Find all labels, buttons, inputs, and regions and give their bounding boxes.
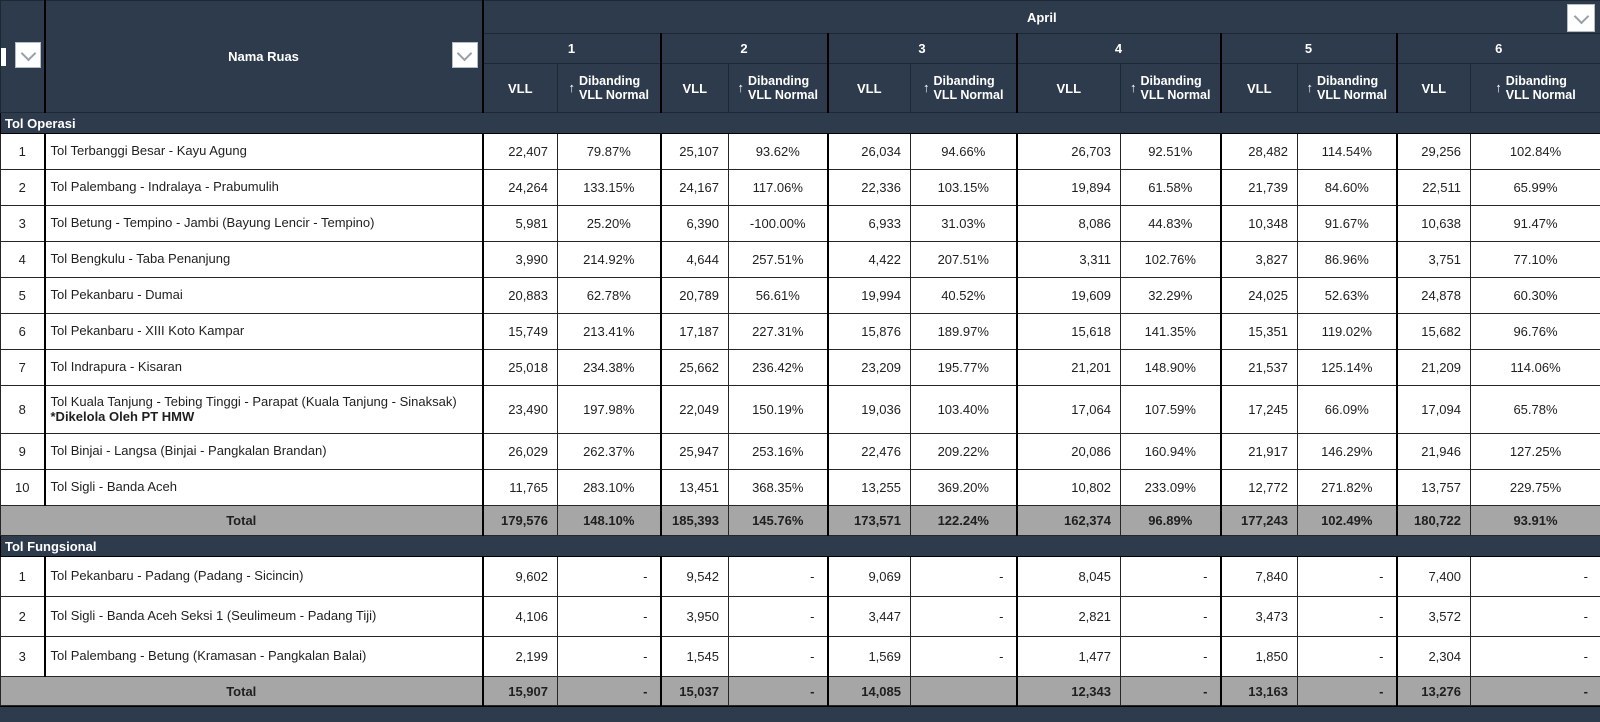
pct-cell[interactable]: -100.00% [729,206,828,242]
vll-cell[interactable]: 25,107 [661,134,729,170]
table-row [1,434,1600,470]
vll-cell[interactable]: 4,644 [661,242,729,278]
pct-cell[interactable]: 368.35% [729,470,828,506]
day-header-1[interactable]: 1 [483,34,661,64]
nama-ruas-header[interactable] [45,1,483,113]
vll-cell[interactable]: 9,602 [483,557,558,597]
chevron-down-icon [1573,8,1589,24]
vll-cell[interactable]: 23,209 [828,350,911,386]
vll-cell[interactable]: 17,187 [661,314,729,350]
pct-cell[interactable]: 102.76% [1121,242,1221,278]
vll-cell[interactable]: 1,545 [661,637,729,677]
vll-cell[interactable]: 3,827 [1221,242,1298,278]
vll-cell[interactable]: 24,167 [661,170,729,206]
pct-cell[interactable]: - [729,557,828,597]
total-pct-cell[interactable]: 148.10% [558,506,661,536]
vll-cell[interactable]: 21,201 [1017,350,1121,386]
dibanding-header[interactable]: ↑ Dibanding VLL Normal [1471,64,1600,113]
total-pct-cell[interactable]: - [1298,677,1397,706]
up-arrow-icon: ↑ [738,81,745,96]
pct-cell[interactable]: 44.83% [1121,206,1221,242]
total-pct-cell[interactable] [911,677,1017,706]
pct-cell[interactable]: 127.25% [1471,434,1600,470]
no-header-partial [1,48,6,66]
pct-cell[interactable]: 91.47% [1471,206,1600,242]
row-number-cell[interactable]: 8 [1,386,45,434]
vll-cell[interactable]: 21,537 [1221,350,1298,386]
row-number-cell[interactable]: 3 [1,206,45,242]
vll-cell[interactable]: 1,477 [1017,637,1121,677]
vll-cell[interactable]: 13,757 [1397,470,1471,506]
pct-cell[interactable]: 189.97% [911,314,1017,350]
vll-cell[interactable]: 2,821 [1017,597,1121,637]
total-vll-cell[interactable]: 177,243 [1221,506,1298,536]
vll-cell[interactable]: 3,447 [828,597,911,637]
pct-cell[interactable]: - [1298,637,1397,677]
pct-cell[interactable]: 86.96% [1298,242,1397,278]
table-row [1,314,1600,350]
vll-cell[interactable]: 26,034 [828,134,911,170]
pct-cell[interactable]: 257.51% [729,242,828,278]
ruas-name-cell[interactable]: Tol Palembang - Betung (Kramasan - Pangkalan Balai) [45,637,483,677]
pct-cell[interactable]: 52.63% [1298,278,1397,314]
table-row [1,597,1600,637]
vll-cell[interactable]: 22,336 [828,170,911,206]
vll-cell[interactable]: 13,255 [828,470,911,506]
total-row [1,677,1600,706]
ruas-name-cell[interactable]: Tol Binjai - Langsa (Binjai - Pangkalan Brandan) [45,434,483,470]
vll-cell[interactable]: 22,049 [661,386,729,434]
pct-cell[interactable]: 214.92% [558,242,661,278]
section-title[interactable]: Tol Operasi [1,113,1600,134]
vll-cell[interactable]: 3,572 [1397,597,1471,637]
total-vll-cell[interactable]: 15,037 [661,677,729,706]
vll-cell[interactable]: 3,950 [661,597,729,637]
pct-cell[interactable]: - [911,557,1017,597]
pct-cell[interactable]: 207.51% [911,242,1017,278]
pct-cell[interactable]: 60.30% [1471,278,1600,314]
vll-cell[interactable]: 12,772 [1221,470,1298,506]
vll-header[interactable]: VLL [483,64,558,113]
total-label-cell[interactable]: Total [1,677,483,706]
ruas-note: *Dikelola Oleh PT HMW [51,410,482,425]
chevron-down-icon [457,45,473,61]
header-row-month [1,1,1600,34]
total-pct-cell[interactable]: - [729,677,828,706]
vll-cell[interactable]: 20,789 [661,278,729,314]
pct-cell[interactable]: 102.84% [1471,134,1600,170]
vll-cell[interactable]: 29,256 [1397,134,1471,170]
total-pct-cell[interactable]: 102.49% [1298,506,1397,536]
row-number-cell[interactable]: 1 [1,134,45,170]
vll-cell[interactable]: 8,045 [1017,557,1121,597]
pct-cell[interactable]: 96.76% [1471,314,1600,350]
vll-header[interactable]: VLL [661,64,729,113]
vll-cell[interactable]: 28,482 [1221,134,1298,170]
row-number-cell[interactable]: 10 [1,470,45,506]
dibanding-header[interactable]: ↑ Dibanding VLL Normal [1298,64,1397,113]
vll-cell[interactable]: 25,662 [661,350,729,386]
row-number-cell[interactable]: 2 [1,597,45,637]
vll-cell[interactable]: 10,802 [1017,470,1121,506]
total-pct-cell[interactable]: - [1121,677,1221,706]
pct-cell[interactable]: 125.14% [1298,350,1397,386]
pct-cell[interactable]: 103.15% [911,170,1017,206]
total-pct-cell[interactable]: 145.76% [729,506,828,536]
pct-cell[interactable]: 117.06% [729,170,828,206]
table-row [1,386,1600,434]
month-header[interactable] [483,1,1600,34]
pct-cell[interactable]: 65.78% [1471,386,1600,434]
ruas-name-cell[interactable]: Tol Indrapura - Kisaran [45,350,483,386]
vll-cell[interactable]: 15,749 [483,314,558,350]
table-row [1,242,1600,278]
vll-cell[interactable]: 21,739 [1221,170,1298,206]
vll-cell[interactable]: 22,476 [828,434,911,470]
pct-cell[interactable]: 32.29% [1121,278,1221,314]
pct-cell[interactable]: 133.15% [558,170,661,206]
total-vll-cell[interactable]: 179,576 [483,506,558,536]
pct-cell[interactable]: 94.66% [911,134,1017,170]
ruas-name-cell[interactable]: Tol Pekanbaru - Padang (Padang - Sicincin) [45,557,483,597]
month-filter-dropdown-button[interactable] [1567,4,1595,32]
vll-cell[interactable]: 7,400 [1397,557,1471,597]
vll-header[interactable]: VLL [1221,64,1298,113]
vll-cell[interactable]: 17,094 [1397,386,1471,434]
vll-cell[interactable]: 19,036 [828,386,911,434]
dibanding-header[interactable]: ↑ Dibanding VLL Normal [558,64,661,113]
vll-cell[interactable]: 7,840 [1221,557,1298,597]
total-vll-cell[interactable]: 15,907 [483,677,558,706]
vll-cell[interactable]: 24,025 [1221,278,1298,314]
vll-cell[interactable]: 3,311 [1017,242,1121,278]
pct-cell[interactable]: 84.60% [1298,170,1397,206]
total-pct-cell[interactable]: - [1471,677,1600,706]
pct-cell[interactable]: 31.03% [911,206,1017,242]
pct-cell[interactable]: - [1298,557,1397,597]
pct-cell[interactable]: 91.67% [1298,206,1397,242]
vll-cell[interactable]: 4,422 [828,242,911,278]
ruas-name-cell[interactable]: Tol Sigli - Banda Aceh [45,470,483,506]
section-header-row [1,536,1600,557]
total-pct-cell[interactable]: 122.24% [911,506,1017,536]
pct-cell[interactable]: 160.94% [1121,434,1221,470]
vll-cell[interactable]: 21,209 [1397,350,1471,386]
no-filter-dropdown-button[interactable] [15,42,41,68]
table-row [1,557,1600,597]
vll-cell[interactable]: 21,917 [1221,434,1298,470]
vll-cell[interactable]: 24,264 [483,170,558,206]
vll-header[interactable]: VLL [828,64,911,113]
row-number-cell[interactable]: 3 [1,637,45,677]
row-number-cell[interactable]: 2 [1,170,45,206]
ruas-name-cell[interactable]: Tol Betung - Tempino - Jambi (Bayung Lencir - Tempino) [45,206,483,242]
pct-cell[interactable]: - [1121,637,1221,677]
vll-cell[interactable]: 24,878 [1397,278,1471,314]
up-arrow-icon: ↑ [923,81,930,96]
nama-ruas-label: Nama Ruas [228,49,299,64]
total-pct-cell[interactable]: - [558,677,661,706]
pct-cell[interactable]: 253.16% [729,434,828,470]
table-row [1,350,1600,386]
pct-cell[interactable]: 114.54% [1298,134,1397,170]
total-vll-cell[interactable]: 13,163 [1221,677,1298,706]
pct-cell[interactable]: - [558,637,661,677]
pct-cell[interactable]: 65.99% [1471,170,1600,206]
vll-cell[interactable]: 21,946 [1397,434,1471,470]
vll-cell[interactable]: 19,994 [828,278,911,314]
pct-cell[interactable]: 233.09% [1121,470,1221,506]
pct-cell[interactable]: 61.58% [1121,170,1221,206]
vll-cell[interactable]: 10,348 [1221,206,1298,242]
table-row [1,278,1600,314]
vll-cell[interactable]: 3,990 [483,242,558,278]
pct-cell[interactable]: 236.42% [729,350,828,386]
total-vll-cell[interactable]: 173,571 [828,506,911,536]
section-header-row [1,113,1600,134]
total-vll-cell[interactable]: 162,374 [1017,506,1121,536]
vll-cell[interactable]: 23,490 [483,386,558,434]
section-title[interactable]: Tol Fungsional [1,536,1600,557]
nama-ruas-filter-dropdown-button[interactable] [452,42,478,68]
vll-cell[interactable]: 26,703 [1017,134,1121,170]
total-pct-cell[interactable]: 93.91% [1471,506,1600,536]
vll-cell[interactable]: 20,883 [483,278,558,314]
vll-cell[interactable]: 15,351 [1221,314,1298,350]
pct-cell[interactable]: 62.78% [558,278,661,314]
total-vll-cell[interactable]: 14,085 [828,677,911,706]
vll-cell[interactable]: 1,569 [828,637,911,677]
vll-cell[interactable]: 26,029 [483,434,558,470]
pct-cell[interactable]: 114.06% [1471,350,1600,386]
vll-cell[interactable]: 15,876 [828,314,911,350]
vll-cell[interactable]: 10,638 [1397,206,1471,242]
ruas-name-cell[interactable]: Tol Bengkulu - Taba Penanjung [45,242,483,278]
month-label: April [1027,10,1057,25]
vll-cell[interactable]: 22,407 [483,134,558,170]
vll-cell[interactable]: 15,618 [1017,314,1121,350]
vll-cell[interactable]: 1,850 [1221,637,1298,677]
pct-cell[interactable]: 146.29% [1298,434,1397,470]
total-vll-cell[interactable]: 12,343 [1017,677,1121,706]
table-row [1,470,1600,506]
total-vll-cell[interactable]: 180,722 [1397,506,1471,536]
pct-cell[interactable]: - [729,597,828,637]
pct-cell[interactable]: 213.41% [558,314,661,350]
pct-cell[interactable]: 369.20% [911,470,1017,506]
vll-cell[interactable]: 17,245 [1221,386,1298,434]
pct-cell[interactable]: - [729,637,828,677]
pct-cell[interactable]: 209.22% [911,434,1017,470]
pct-cell[interactable]: - [1471,637,1600,677]
up-arrow-icon: ↑ [1130,81,1137,96]
vll-cell[interactable]: 9,542 [661,557,729,597]
day-header-6[interactable]: 6 [1397,34,1600,64]
pct-cell[interactable]: - [558,597,661,637]
vll-cell[interactable]: 20,086 [1017,434,1121,470]
pct-cell[interactable]: - [1471,557,1600,597]
pct-cell[interactable]: - [911,597,1017,637]
vll-header[interactable]: VLL [1397,64,1471,113]
table-row [1,206,1600,242]
row-number-cell[interactable]: 6 [1,314,45,350]
row-number-cell[interactable]: 4 [1,242,45,278]
pct-cell[interactable]: 40.52% [911,278,1017,314]
pct-cell[interactable]: 92.51% [1121,134,1221,170]
table-row [1,134,1600,170]
table-row [1,170,1600,206]
pct-cell[interactable]: 93.62% [729,134,828,170]
vll-cell[interactable]: 25,018 [483,350,558,386]
pct-cell[interactable]: 107.59% [1121,386,1221,434]
vll-cell[interactable]: 19,609 [1017,278,1121,314]
total-row [1,506,1600,536]
row-number-cell[interactable]: 5 [1,278,45,314]
vll-cell[interactable]: 25,947 [661,434,729,470]
pct-cell[interactable]: 234.38% [558,350,661,386]
ruas-name-cell[interactable]: Tol Pekanbaru - XIII Koto Kampar [45,314,483,350]
vll-cell[interactable]: 2,199 [483,637,558,677]
vll-cell[interactable]: 2,304 [1397,637,1471,677]
pct-cell[interactable]: 25.20% [558,206,661,242]
total-vll-cell[interactable]: 185,393 [661,506,729,536]
pct-cell[interactable]: 66.09% [1298,386,1397,434]
pct-cell[interactable]: 229.75% [1471,470,1600,506]
table-row [1,637,1600,677]
no-column-header[interactable] [1,1,45,113]
ruas-name-cell[interactable]: Tol Terbanggi Besar - Kayu Agung [45,134,483,170]
pct-cell[interactable]: - [1121,597,1221,637]
vll-cell[interactable]: 8,086 [1017,206,1121,242]
ruas-name-cell[interactable]: Tol Sigli - Banda Aceh Seksi 1 (Seulimeum - Padang Tiji) [45,597,483,637]
vll-cell[interactable]: 15,682 [1397,314,1471,350]
vll-cell[interactable]: 5,981 [483,206,558,242]
up-arrow-icon: ↑ [1495,81,1502,96]
total-label-cell[interactable]: Total [1,506,483,536]
vll-cell[interactable]: 22,511 [1397,170,1471,206]
dibanding-header[interactable]: ↑ Dibanding VLL Normal [729,64,828,113]
dibanding-header[interactable]: ↑ Dibanding VLL Normal [1121,64,1221,113]
pct-cell[interactable]: 119.02% [1298,314,1397,350]
day-header-2[interactable]: 2 [661,34,828,64]
pct-cell[interactable]: 195.77% [911,350,1017,386]
vll-cell[interactable]: 17,064 [1017,386,1121,434]
vll-header[interactable]: VLL [1017,64,1121,113]
vll-cell[interactable]: 6,390 [661,206,729,242]
pct-cell[interactable]: 227.31% [729,314,828,350]
ruas-name-cell[interactable]: Tol Pekanbaru - Dumai [45,278,483,314]
pct-cell[interactable]: - [1471,597,1600,637]
vll-cell[interactable]: 11,765 [483,470,558,506]
vll-cell[interactable]: 3,751 [1397,242,1471,278]
vll-cell[interactable]: 4,106 [483,597,558,637]
pct-cell[interactable]: 148.90% [1121,350,1221,386]
pct-cell[interactable]: - [1121,557,1221,597]
pct-cell[interactable]: 197.98% [558,386,661,434]
dibanding-header[interactable]: ↑ Dibanding VLL Normal [911,64,1017,113]
pct-cell[interactable]: 103.40% [911,386,1017,434]
total-vll-cell[interactable]: 13,276 [1397,677,1471,706]
day-header-3[interactable]: 3 [828,34,1017,64]
row-number-cell[interactable]: 7 [1,350,45,386]
pct-cell[interactable]: - [1298,597,1397,637]
vll-cell[interactable]: 9,069 [828,557,911,597]
pct-cell[interactable]: 150.19% [729,386,828,434]
pct-cell[interactable]: - [558,557,661,597]
day-header-5[interactable]: 5 [1221,34,1397,64]
vll-cell[interactable]: 3,473 [1221,597,1298,637]
pct-cell[interactable]: 141.35% [1121,314,1221,350]
pct-cell[interactable]: - [911,637,1017,677]
row-number-cell[interactable]: 1 [1,557,45,597]
pct-cell[interactable]: 283.10% [558,470,661,506]
row-number-cell[interactable]: 9 [1,434,45,470]
pct-cell[interactable]: 77.10% [1471,242,1600,278]
pct-cell[interactable]: 79.87% [558,134,661,170]
pct-cell[interactable]: 271.82% [1298,470,1397,506]
up-arrow-icon: ↑ [1307,81,1314,96]
pct-cell[interactable]: 56.61% [729,278,828,314]
up-arrow-icon: ↑ [569,81,576,96]
ruas-name-cell[interactable]: Tol Palembang - Indralaya - Prabumulih [45,170,483,206]
pct-cell[interactable]: 262.37% [558,434,661,470]
vll-cell[interactable]: 13,451 [661,470,729,506]
ruas-name-cell[interactable]: Tol Kuala Tanjung - Tebing Tinggi - Parapat (Kuala Tanjung - Sinaksak) *Dikelola Oleh PT HMW [45,386,483,434]
day-header-4[interactable]: 4 [1017,34,1221,64]
total-pct-cell[interactable]: 96.89% [1121,506,1221,536]
chevron-down-icon [20,45,36,61]
vll-cell[interactable]: 19,894 [1017,170,1121,206]
vll-cell[interactable]: 6,933 [828,206,911,242]
